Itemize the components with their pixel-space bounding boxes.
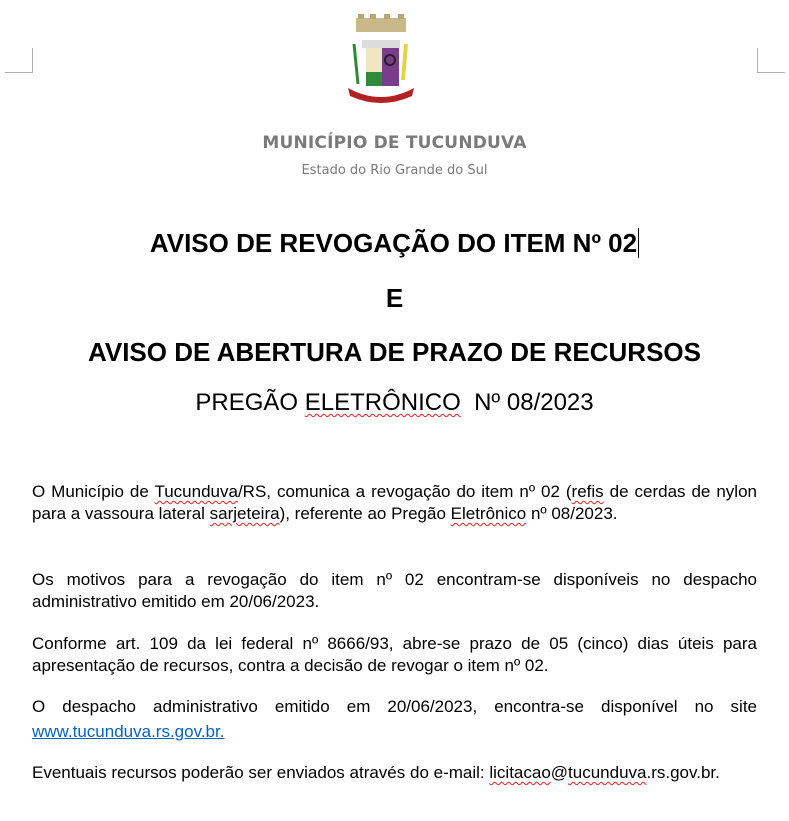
website-link[interactable]: www.tucunduva.rs.gov.br. [32, 722, 225, 741]
paragraph-revocation [32, 481, 757, 525]
text: tucunduva [568, 763, 647, 782]
paragraph-email [32, 760, 757, 785]
coat-of-arms-logo [344, 14, 418, 106]
margin-crop-mark-left [5, 48, 33, 73]
text: O despacho administrativo emitido em 20/06/2023, encontra-se disponível no site [32, 697, 757, 716]
subtitle-part: PREGÃO [195, 389, 305, 416]
text: ), referente ao Pregão [279, 504, 451, 523]
subtitle-auction [0, 389, 789, 417]
text: .rs.gov.br. [646, 763, 720, 782]
municipality-name: MUNICÍPIO DE TUCUNDUVA [262, 133, 527, 153]
text: licitacao [489, 763, 551, 782]
paragraph-website [32, 694, 757, 744]
text: Eventuais recursos poderão ser enviados através do e-mail: [32, 763, 490, 782]
text: O Município de [32, 482, 155, 501]
title-appeal-period: AVISO DE ABERTURA DE PRAZO DE RECURSOS [88, 337, 701, 367]
text: sarjeteira [209, 504, 280, 523]
text: de cerdas de nylon para a vassoura lateral [32, 482, 757, 523]
title-revocation [0, 228, 789, 259]
subtitle-part: ELETRÔNICO [304, 389, 461, 416]
text: Tucunduva [154, 482, 238, 501]
text: @ [550, 763, 569, 782]
text: nº 08/2023. [526, 504, 618, 523]
text: refis [571, 482, 604, 501]
subtitle-part: Nº 08/2023 [460, 389, 594, 416]
text-cursor [638, 228, 639, 258]
email-address[interactable] [489, 763, 720, 782]
title-revocation-text: AVISO DE REVOGAÇÃO DO ITEM Nº 02 [149, 228, 638, 258]
margin-crop-mark-right [757, 48, 785, 73]
text: /RS, comunica a revogação do item nº 02 ( [237, 482, 572, 501]
text: Eletrônico [450, 504, 527, 523]
paragraph-legal-basis: Conforme art. 109 da lei federal nº 8666/93, abre-se prazo de 05 (cinco) dias úteis para apresentação de recursos, contra a decisão de revogar o item nº 02. [32, 634, 757, 675]
title-conjunction: E [385, 283, 404, 313]
state-name: Estado do Rio Grande do Sul [301, 163, 488, 178]
paragraph-reasons: Os motivos para a revogação do item nº 02 encontram-se disponíveis no despacho administrativo emitido em 20/06/2023. [32, 570, 757, 611]
